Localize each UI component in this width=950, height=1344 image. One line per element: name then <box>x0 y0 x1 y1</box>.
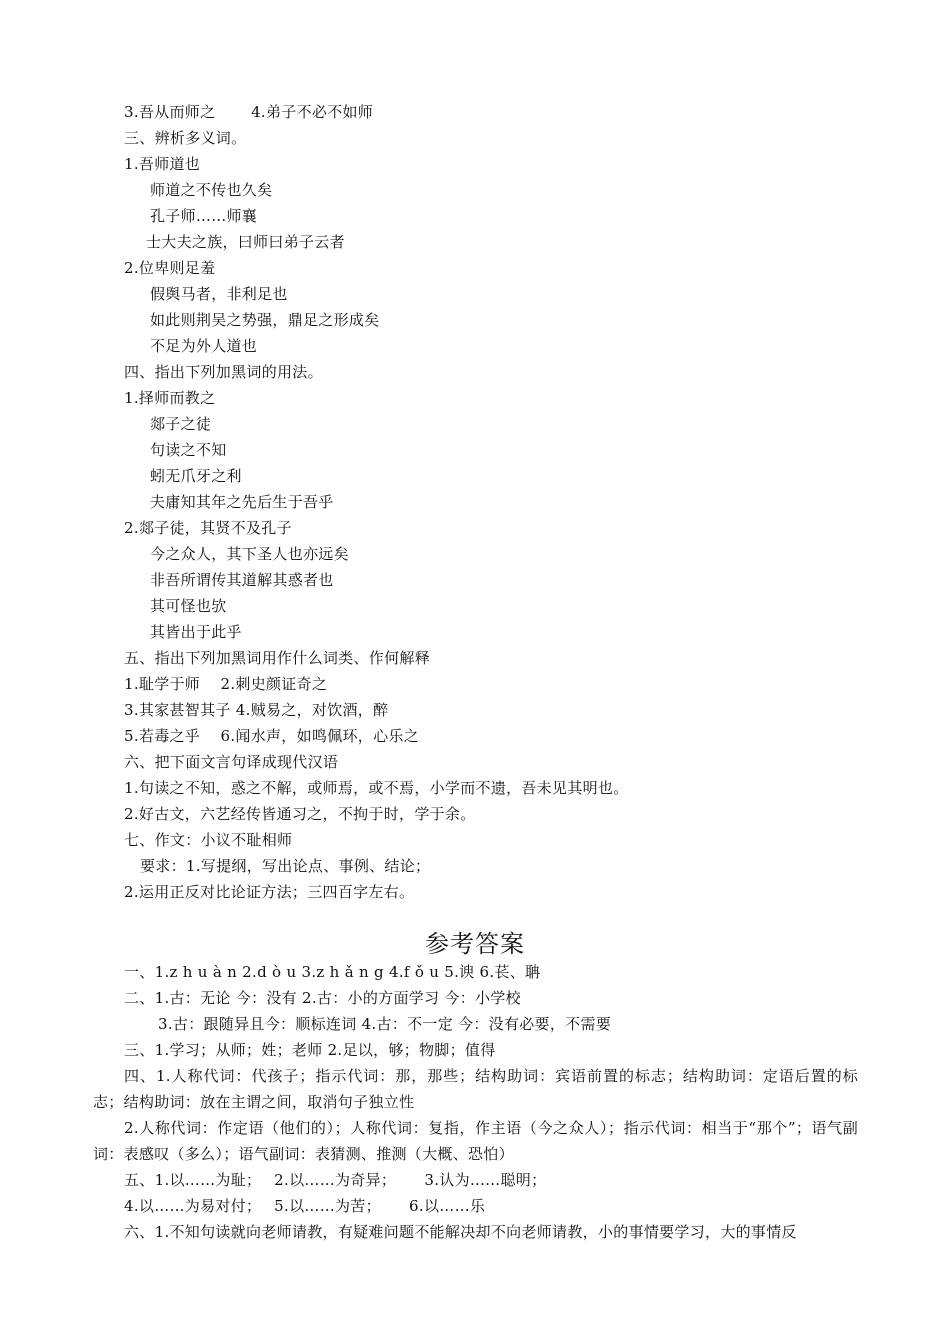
section-heading: 四、指出下列加黑词的用法。 <box>124 363 323 381</box>
exercise-subitem: 蚓无爪牙之利 <box>150 467 242 485</box>
section-heading: 七、作文：小议不耻相师 <box>124 831 293 849</box>
exercise-subitem: 不足为外人道也 <box>150 337 258 355</box>
exercise-line: 3.吾从而师之 4.弟子不必不如师 <box>124 103 374 121</box>
exercise-item: 2.位卑则足羞 <box>124 259 216 277</box>
exercise-item: 1.耻学于师 2.刺史颜证奇之 <box>124 675 328 693</box>
answer-key-title: 参考答案 <box>425 930 525 958</box>
exercise-item: 5.若毒之乎 6.闻水声，如鸣佩环，心乐之 <box>124 727 419 745</box>
section-heading: 六、把下面文言句译成现代汉语 <box>124 753 339 771</box>
exercise-subitem: 其可怪也欤 <box>150 597 227 615</box>
exercise-subitem: 夫庸知其年之先后生于吾乎 <box>150 493 334 511</box>
exercise-subitem: 孔子师……师襄 <box>150 207 258 225</box>
answer-line: 4.以……为易对付； 5.以……为苦； 6.以……乐 <box>124 1197 486 1215</box>
exercise-subitem: 师道之不传也久矣 <box>150 181 273 199</box>
answer-paragraph: 四、1.人称代词：代孩子；指示代词：那，那些；结构助词：宾语前置的标志；结构助词：定语后置的标志；结构助词：放在主谓之间，取消句子独立性 <box>93 1067 858 1111</box>
exercise-subitem: 今之众人，其下圣人也亦远矣 <box>150 545 349 563</box>
exercise-item: 2.郯子徒，其贤不及孔子 <box>124 519 292 537</box>
exercise-subitem: 句读之不知 <box>150 441 227 459</box>
exercise-subitem: 士大夫之族，曰师曰弟子云者 <box>146 233 345 251</box>
answer-line: 五、1.以……为耻； 2.以……为奇异； 3.认为……聪明； <box>124 1171 547 1189</box>
answer-line: 3.古：跟随异且今：顺标连词 4.古：不一定 今：没有必要，不需要 <box>158 1015 612 1033</box>
answer-paragraph: 2.人称代词：作定语（他们的）；人称代词：复指，作主语（今之众人）；指示代词：相当于“那个”；语气副词：表感叹（多么）；语气副词：表猜测、推测（大概、恐怕） <box>93 1119 858 1163</box>
exercise-item: 2.好古文，六艺经传皆通习之，不拘于时，学于余。 <box>124 805 476 823</box>
essay-requirement: 要求：1.写提纲，写出论点、事例、结论； <box>140 857 431 875</box>
section-heading: 五、指出下列加黑词用作什么词类、作何解释 <box>124 649 431 667</box>
exercise-subitem: 假舆马者，非利足也 <box>150 285 288 303</box>
exercise-item: 1.择师而教之 <box>124 389 216 407</box>
answer-line: 二、1.古：无论 今：没有 2.古：小的方面学习 今：小学校 <box>124 989 521 1007</box>
exercise-item: 1.句读之不知，惑之不解，或师焉，或不焉，小学而不遗，吾未见其明也。 <box>124 779 629 797</box>
exercise-item: 3.其家甚智其子 4.贼易之，对饮酒，醉 <box>124 701 389 719</box>
section-heading: 三、辨析多义词。 <box>124 129 247 147</box>
answer-line: 六、1.不知句读就向老师请教，有疑难问题不能解决却不向老师请教，小的事情要学习，大的事情反 <box>124 1223 797 1241</box>
exercise-subitem: 非吾所谓传其道解其惑者也 <box>150 571 334 589</box>
exercise-subitem: 郯子之徒 <box>150 415 212 433</box>
exercise-subitem: 如此则荆吴之势强，鼎足之形成矣 <box>150 311 380 329</box>
answer-line: 一、1.z h u à n 2.d ò u 3.z h ǎ n g 4.f ǒ u 5.谀 6.苌、聃 <box>124 963 541 981</box>
answer-line: 三、1.学习；从师；姓；老师 2.足以，够；物脚；值得 <box>124 1041 496 1059</box>
exercise-subitem: 其皆出于此乎 <box>150 623 242 641</box>
exercise-item: 1.吾师道也 <box>124 155 201 173</box>
essay-requirement: 2.运用正反对比论证方法；三四百字左右。 <box>124 883 415 901</box>
